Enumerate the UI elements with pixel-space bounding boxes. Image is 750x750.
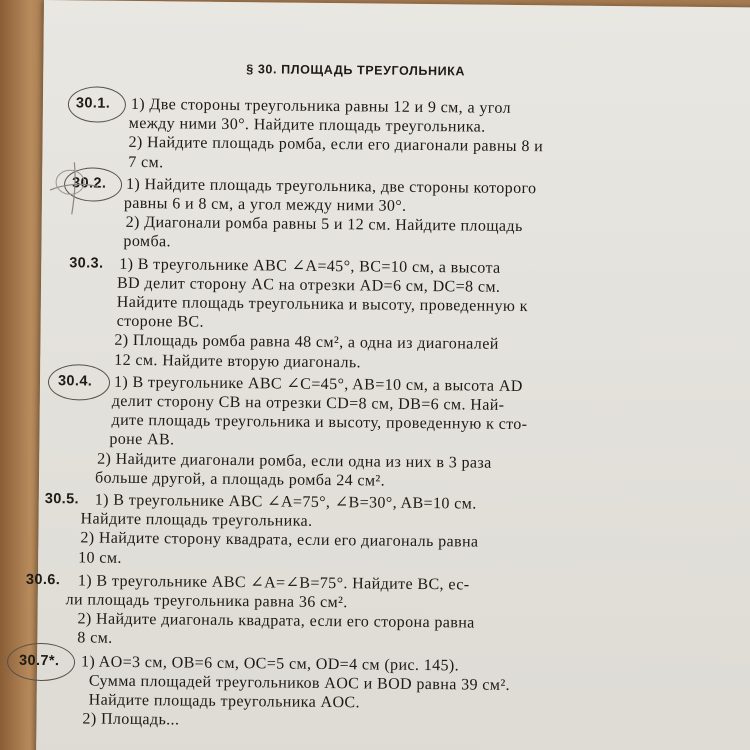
problem-30-2: [41, 174, 702, 258]
problem-line: ромба.: [123, 233, 172, 251]
problem-line: делит сторону CB на отрезки CD=8 см, DB=6 см. Най-: [111, 392, 505, 414]
problem-line: дите площадь треугольника и высоту, проведенную к сто-: [111, 411, 528, 434]
problem-line: 2) Диагонали ромба равны 5 и 12 см. Найдите площадь: [125, 214, 523, 236]
problem-line: равны 6 и 8 см, а угол между ними 30°.: [123, 194, 407, 215]
problem-line: 8 см.: [77, 629, 113, 648]
section-heading: § 30. ПЛОЩАДЬ ТРЕУГОЛЬНИКА: [246, 62, 466, 79]
problem-line: Найдите площадь треугольника и высоту, проведенную к: [116, 293, 528, 316]
problem-number: 30.2.: [72, 175, 107, 192]
problem-line: 2) Найдите площадь ромба, если его диагонали равны 8 и: [128, 134, 544, 156]
problem-line: между ними 30°. Найдите площадь треугольника.: [128, 115, 486, 136]
problem-line: Сумма площадей треугольников AOC и BOD равна 39 см².: [88, 672, 511, 694]
problem-line: 1) В треугольнике ABC ∠A=45°, BC=10 см, а высота: [119, 255, 501, 277]
problem-line: BD делит сторону AC на отрезки AD=6 см, DC=8 см.: [116, 274, 501, 296]
problem-30-4: [39, 372, 700, 494]
problem-line: больше другой, а площадь ромба 24 см².: [94, 469, 386, 490]
problem-number: 30.5.: [44, 491, 80, 508]
problem-list: [18, 88, 703, 735]
problem-line: 2) Площадь...: [82, 710, 180, 729]
problem-line: 12 см. Найдите вторую диагональ.: [114, 351, 362, 371]
problem-30-5: [38, 490, 699, 574]
problem-number: 30.1.: [75, 95, 111, 112]
problem-line: 10 см.: [78, 549, 122, 567]
problem-line: 2) Найдите диагонали ромба, если одна из них в 3 раза: [97, 450, 492, 472]
problem-line: ли площадь треугольника равна 36 см².: [65, 591, 348, 612]
problem-line: 2) Найдите сторону квадрата, если его диагональ равна: [80, 529, 479, 552]
problem-line: 1) Найдите площадь треугольника, две стороны которого: [125, 175, 537, 197]
problem-line: 1) В треугольнике ABC ∠A=75°, ∠B=30°, AB=10 см.: [94, 491, 477, 513]
problem-line: Найдите площадь треугольника AOC.: [88, 691, 361, 712]
problem-number: 30.4.: [57, 373, 93, 390]
problem-30-3: [40, 254, 701, 376]
problem-line: 2) Найдите диагональ квадрата, если его сторона равна: [77, 610, 475, 632]
problem-30-1: [42, 94, 703, 178]
problem-number: 30.7*.: [18, 652, 60, 669]
problem-line: стороне BC.: [116, 313, 205, 331]
problem-number: 30.3.: [69, 254, 104, 272]
problem-line: 2) Площадь ромба равна 48 см², а одна из диагоналей: [114, 332, 499, 354]
problem-number: 30.6.: [25, 571, 61, 589]
problem-line: 1) Две стороны треугольника равны 12 и 9 см, а угол: [130, 95, 512, 117]
problem-line: роне AB.: [109, 431, 175, 449]
problem-30-6: [25, 571, 698, 655]
problem-line: 7 см.: [128, 153, 164, 171]
problem-30-7: [18, 652, 697, 736]
problem-line: Найдите площадь треугольника.: [80, 510, 313, 531]
textbook-page: [18, 0, 750, 750]
problem-line: 1) В треугольнике ABC ∠C=45°, AB=10 см, а высота AD: [113, 373, 523, 395]
problem-line: 1) AO=3 см, OB=6 см, OC=5 см, OD=4 см (рис. 145).: [80, 653, 460, 675]
problem-line: 1) В треугольнике ABC ∠A=∠B=75°. Найдите BC, ес-: [77, 572, 470, 594]
